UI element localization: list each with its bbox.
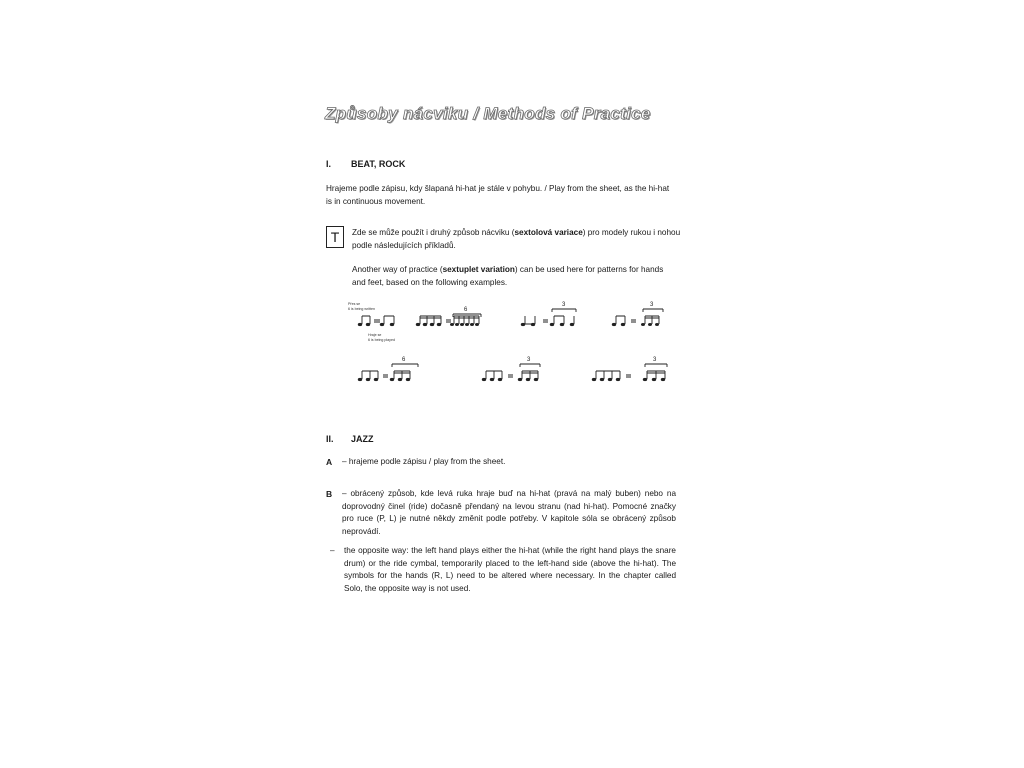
item-a-marker: A [326,457,333,467]
notation-label-bottom-1: Hraje se [368,333,382,337]
intro-line-2: is in continuous movement. [326,196,426,206]
rhythm-notation-examples [340,296,700,396]
item-b [326,488,676,538]
item-b-text-cz: – obrácený způsob, kde levá ruka hraje buď na hi-hat (pravá na malý buben) nebo na doprovodný činel (ride) dočasně přendaný na levou stranu (nad hi-hat). Pomocné značky pro ruce (P, L) je nutné někdy změnit podle potřeby. V kapitole sóla se obrácený způsob neprovádí. [342,489,676,536]
section-1-intro [326,183,686,208]
section-1-heading: BEAT, ROCK [351,159,406,169]
item-b-english [330,545,676,595]
tip-en-line-1 [352,264,682,277]
intro-line-1: Hrajeme podle zápisu, kdy šlapaná hi-hat je stále v pohybu. / Play from the sheet, as the hi-hat [326,184,670,193]
item-a [326,456,686,469]
tip-cz-line-2: podle následujících příkladů. [352,240,456,250]
tip-en-pre: Another way of practice ( [352,265,443,274]
tip-en-line-2: and feet, based on the following examples. [352,277,508,287]
section-2-number: II. [326,434,334,444]
tip-cz-bold: sextolová variace [514,228,583,237]
tip-cz-line-1 [352,227,682,240]
section-2-heading: JAZZ [351,434,374,444]
tip-cz-pre: Zde se může použít i druhý způsob nácviku ( [352,228,515,237]
tip-box: T [326,226,344,248]
tuplet-3-d: 3 [653,357,657,363]
tip-en-post: ) can be used here for patterns for hands [514,265,664,274]
section-1-number: I. [326,159,332,169]
notation-label-top-2: 6 is being written [348,307,375,311]
tuplet-3-b: 3 [650,302,654,308]
item-b-text-en: the opposite way: the left hand plays either the hi-hat (while the right hand plays the snare drum) or the ride cymbal, temporarily placed to the left-hand side (above the hi-hat). The symbols for the hands (R, L) need to be altered where necessary. In the chapter called Solo, the opposite way is not used. [344,546,676,593]
tip-text-cz [352,227,682,252]
tip-en-bold: sextuplet variation [442,265,515,274]
tip-cz-post: ) pro modely rukou i nohou [582,228,681,237]
tuplet-3-c: 3 [527,357,531,363]
page-title: Způsoby nácviku / Methods of Practice [325,104,651,123]
notation-label-top-1: Přes se [348,302,361,306]
item-b-marker: B [326,489,333,499]
item-b-dash: – [330,546,335,555]
tuplet-6-b: 6 [402,357,406,363]
tip-text-en [352,264,682,289]
notation-label-bottom-2: 6 is being played [368,338,395,342]
tuplet-3-a: 3 [562,302,566,308]
item-a-text: – hrajeme podle zápisu / play from the sheet. [342,457,506,466]
tuplet-6-a: 6 [464,307,468,313]
